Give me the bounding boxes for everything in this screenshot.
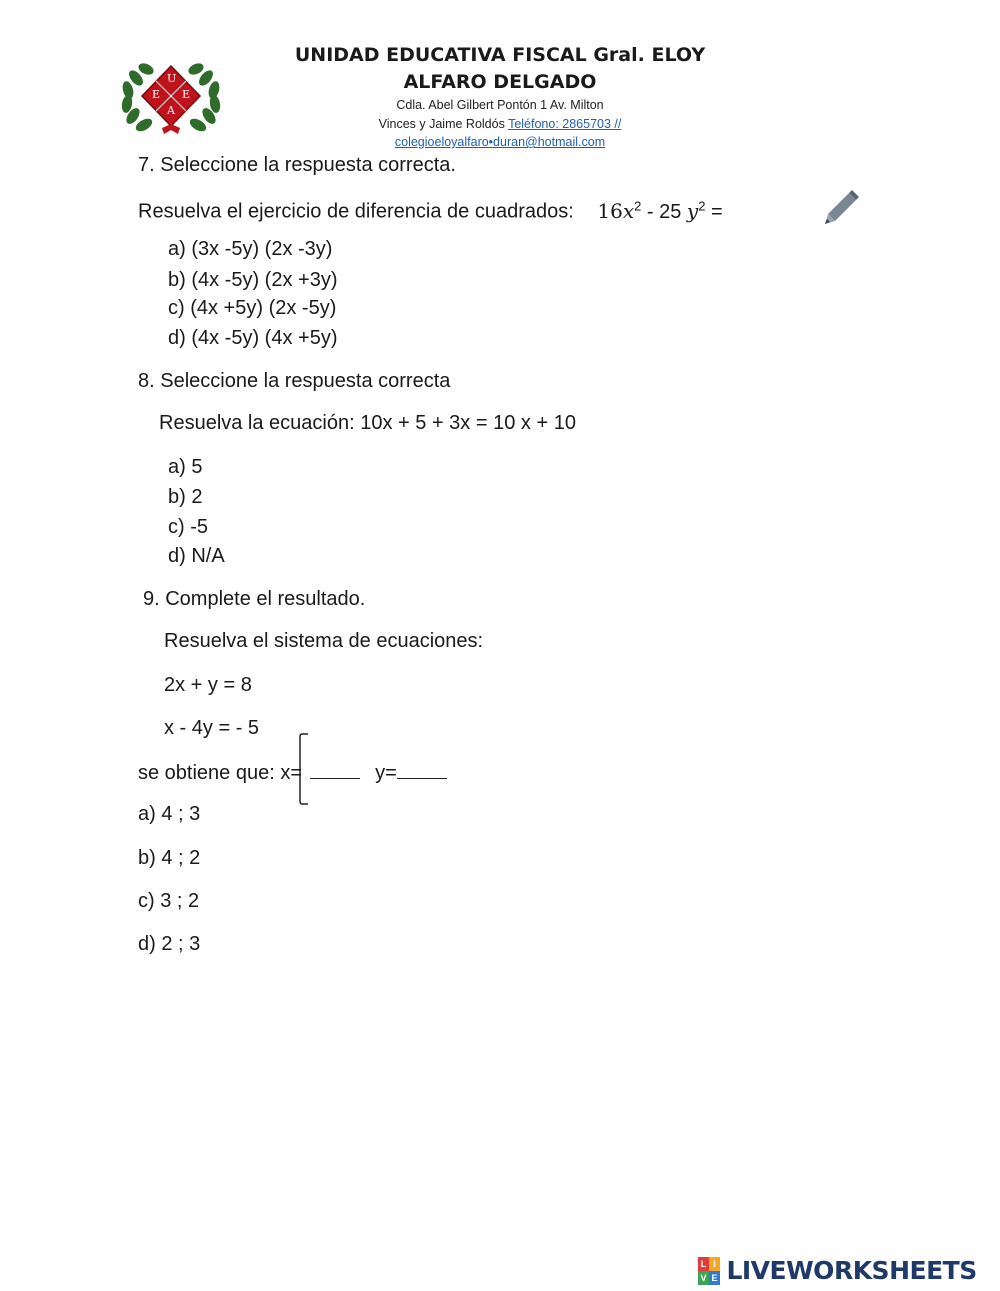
logo-letter-top: U [167, 72, 177, 85]
q7-statement-text: Resuelva el ejercicio de diferencia de cuadrados: [138, 200, 574, 223]
brand-block-l: L [698, 1257, 709, 1271]
school-address-line2 [200, 117, 800, 131]
q7-prompt: 7. Seleccione la respuesta correcta. [138, 154, 456, 176]
brand-text: LIVEWORKSHEETS [726, 1256, 977, 1285]
q8-option-b[interactable]: b) 2 [168, 486, 203, 508]
logo-letter-bottom: A [167, 104, 175, 117]
q7-var1: x [622, 198, 635, 223]
q9-option-a[interactable]: a) 4 ; 3 [138, 803, 201, 825]
q9-equation-2: x - 4y = - 5 [164, 717, 260, 739]
q7-var2: y [686, 198, 699, 223]
q8-option-a[interactable]: a) 5 [168, 456, 203, 478]
q7-option-b[interactable]: b) (4x -5y) (2x +3y) [168, 269, 338, 291]
q9-option-d[interactable]: d) 2 ; 3 [138, 933, 201, 955]
school-address-line1: Cdla. Abel Gilbert Pontón 1 Av. Milton [396, 98, 604, 112]
logo-letter-left: E [152, 88, 161, 101]
q8-statement: Resuelva la ecuación: 10x + 5 + 3x = 10 x + 10 [159, 412, 576, 434]
q7-mid: - 25 [641, 200, 687, 223]
brand-block-i: I [709, 1257, 720, 1271]
q7-expression [597, 198, 723, 223]
q8-option-d[interactable]: d) N/A [168, 545, 225, 567]
brand-blocks [698, 1257, 720, 1285]
q9-option-c[interactable]: c) 3 ; 2 [138, 890, 200, 912]
q9-prompt: 9. Complete el resultado. [143, 588, 366, 610]
school-name-line1: UNIDAD EDUCATIVA FISCAL Gral. ELOY [294, 44, 706, 66]
school-name-line2: ALFARO DELGADO [403, 71, 597, 93]
q9-statement: Resuelva el sistema de ecuaciones: [164, 630, 484, 652]
q9-equation-1: 2x + y = 8 [164, 674, 252, 696]
x-answer-blank[interactable] [310, 760, 360, 779]
logo-letter-right: E [182, 88, 191, 101]
liveworksheets-logo[interactable] [698, 1256, 977, 1286]
q7-coef1: 16 [597, 198, 623, 223]
brand-block-e: E [709, 1271, 720, 1285]
q7-option-a[interactable]: a) (3x -5y) (2x -3y) [168, 238, 333, 260]
q7-exp1: 2 [634, 198, 642, 213]
brand-block-v: V [698, 1271, 709, 1285]
q7-option-c[interactable]: c) (4x +5y) (2x -5y) [168, 297, 337, 319]
phone-link[interactable]: Teléfono: 2865703 // [508, 117, 622, 131]
q7-exp2: 2 [698, 198, 706, 213]
q9-result-prefix: se obtiene que: x= [138, 762, 303, 784]
pencil-icon[interactable] [822, 186, 862, 226]
address-street: Vinces y Jaime Roldós [378, 117, 505, 131]
q9-option-b[interactable]: b) 4 ; 2 [138, 847, 201, 869]
q7-equals: = [705, 200, 723, 223]
q7-option-d[interactable]: d) (4x -5y) (4x +5y) [168, 327, 338, 349]
q7-statement [138, 198, 723, 224]
y-answer-blank[interactable] [397, 760, 447, 779]
q8-option-c[interactable]: c) -5 [168, 516, 208, 538]
q9-result-y: y= [375, 762, 397, 784]
email-link[interactable]: colegioeloyalfaro•duran@hotmail.com [394, 135, 606, 149]
q9-result-line [138, 760, 447, 785]
q8-prompt: 8. Seleccione la respuesta correcta [138, 370, 451, 392]
